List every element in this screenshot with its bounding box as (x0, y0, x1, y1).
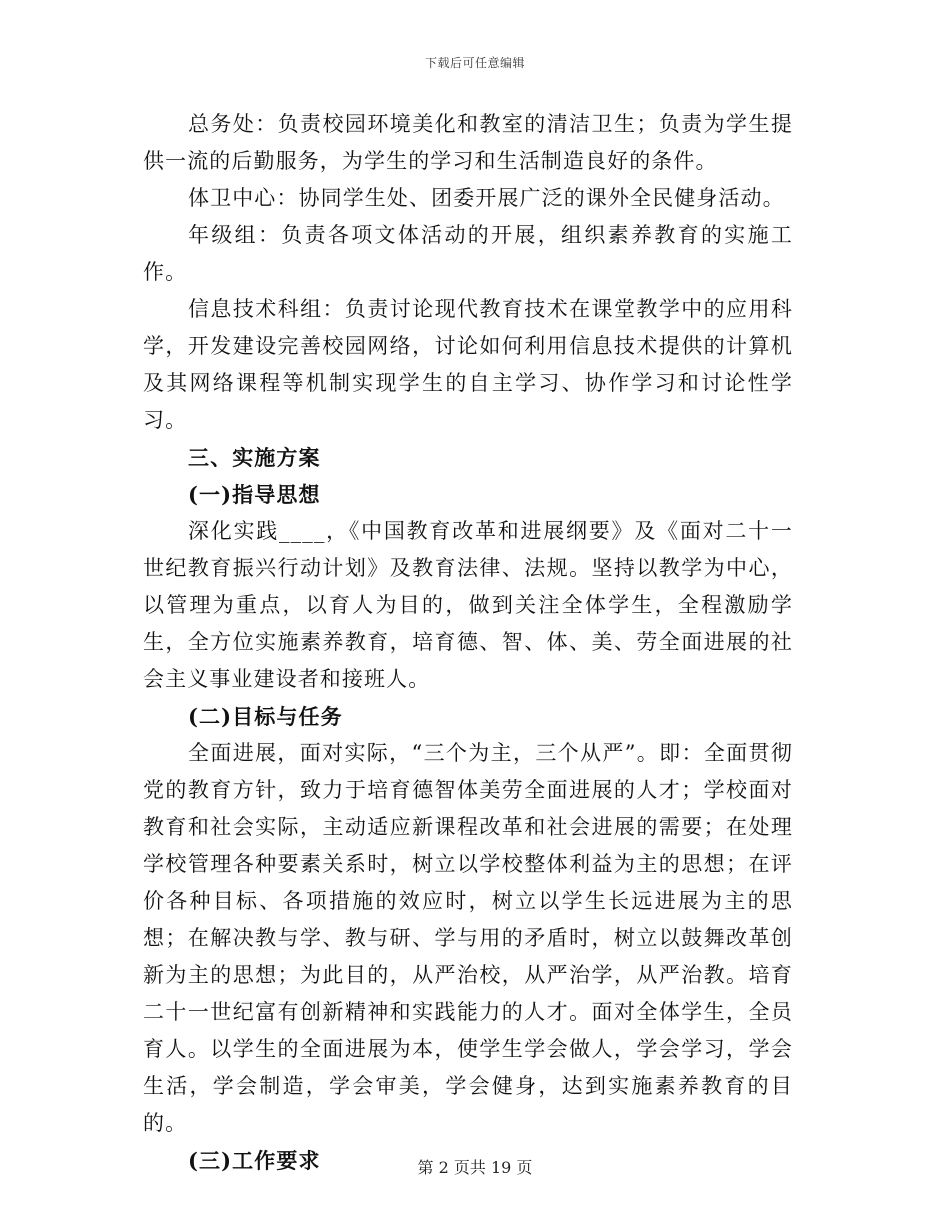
page-number-footer: 第 2 页共 19 页 (417, 1158, 533, 1177)
page-header-note: 下载后可任意编辑 (424, 56, 525, 70)
section-heading-implementation: 三、实施方案 (188, 445, 321, 470)
subsection-heading-guiding-ideology: (一)指导思想 (188, 482, 321, 507)
paragraph-guiding-ideology: 深化实践____，《中国教育改革和进展纲要》及《面对二十一世纪教育振兴行动计划》及教育法律、法规。坚持以教学为中心，以管理为重点，以育人为目的，做到关注全体学生，全程激励学生，全方位实施素养教育，培育德、智、体、美、劳全面进展的社会主义事业建设者和接班人。 (143, 519, 793, 691)
paragraph-it-group: 信息技术科组：负责讨论现代教育技术在课堂教学中的应用科学，开发建设完善校园网络，讨论如何利用信息技术提供的计算机及其网络课程等机制实现学生的自主学习、协作学习和讨论性学习。 (143, 297, 793, 432)
subsection-heading-work-requirements: (三)工作要求 (188, 1148, 321, 1173)
paragraph-goals-tasks: 全面进展，面对实际，“三个为主，三个从严”。即：全面贯彻党的教育方针，致力于培育德智体美劳全面进展的人才；学校面对教育和社会实际，主动适应新课程改革和社会进展的需要；在处理学校管理各种要素关系时，树立以学校整体利益为主的思想；在评价各种目标、各项措施的效应时，树立以学生长远进展为主的思想；在解决教与学、教与研、学与用的矛盾时，树立以鼓舞改革创新为主的思想；为此目的，从严治校，从严治学，从严治教。培育二十一世纪富有创新精神和实践能力的人才。面对全体学生，全员育人。以学生的全面进展为本，使学生学会做人，学会学习，学会生活，学会制造，学会审美，学会健身，达到实施素养教育的目的。 (143, 741, 793, 1135)
paragraph-grade-group: 年级组：负责各项文体活动的开展，组织素养教育的实施工作。 (143, 223, 793, 284)
document-body (143, 106, 793, 1179)
paragraph-general-affairs: 总务处：负责校园环境美化和教室的清洁卫生；负责为学生提供一流的后勤服务，为学生的学习和生活制造良好的条件。 (143, 112, 793, 173)
subsection-heading-goals-tasks: (二)目标与任务 (188, 704, 343, 729)
paragraph-sports-health-center: 体卫中心：协同学生处、团委开展广泛的课外全民健身活动。 (188, 186, 785, 210)
